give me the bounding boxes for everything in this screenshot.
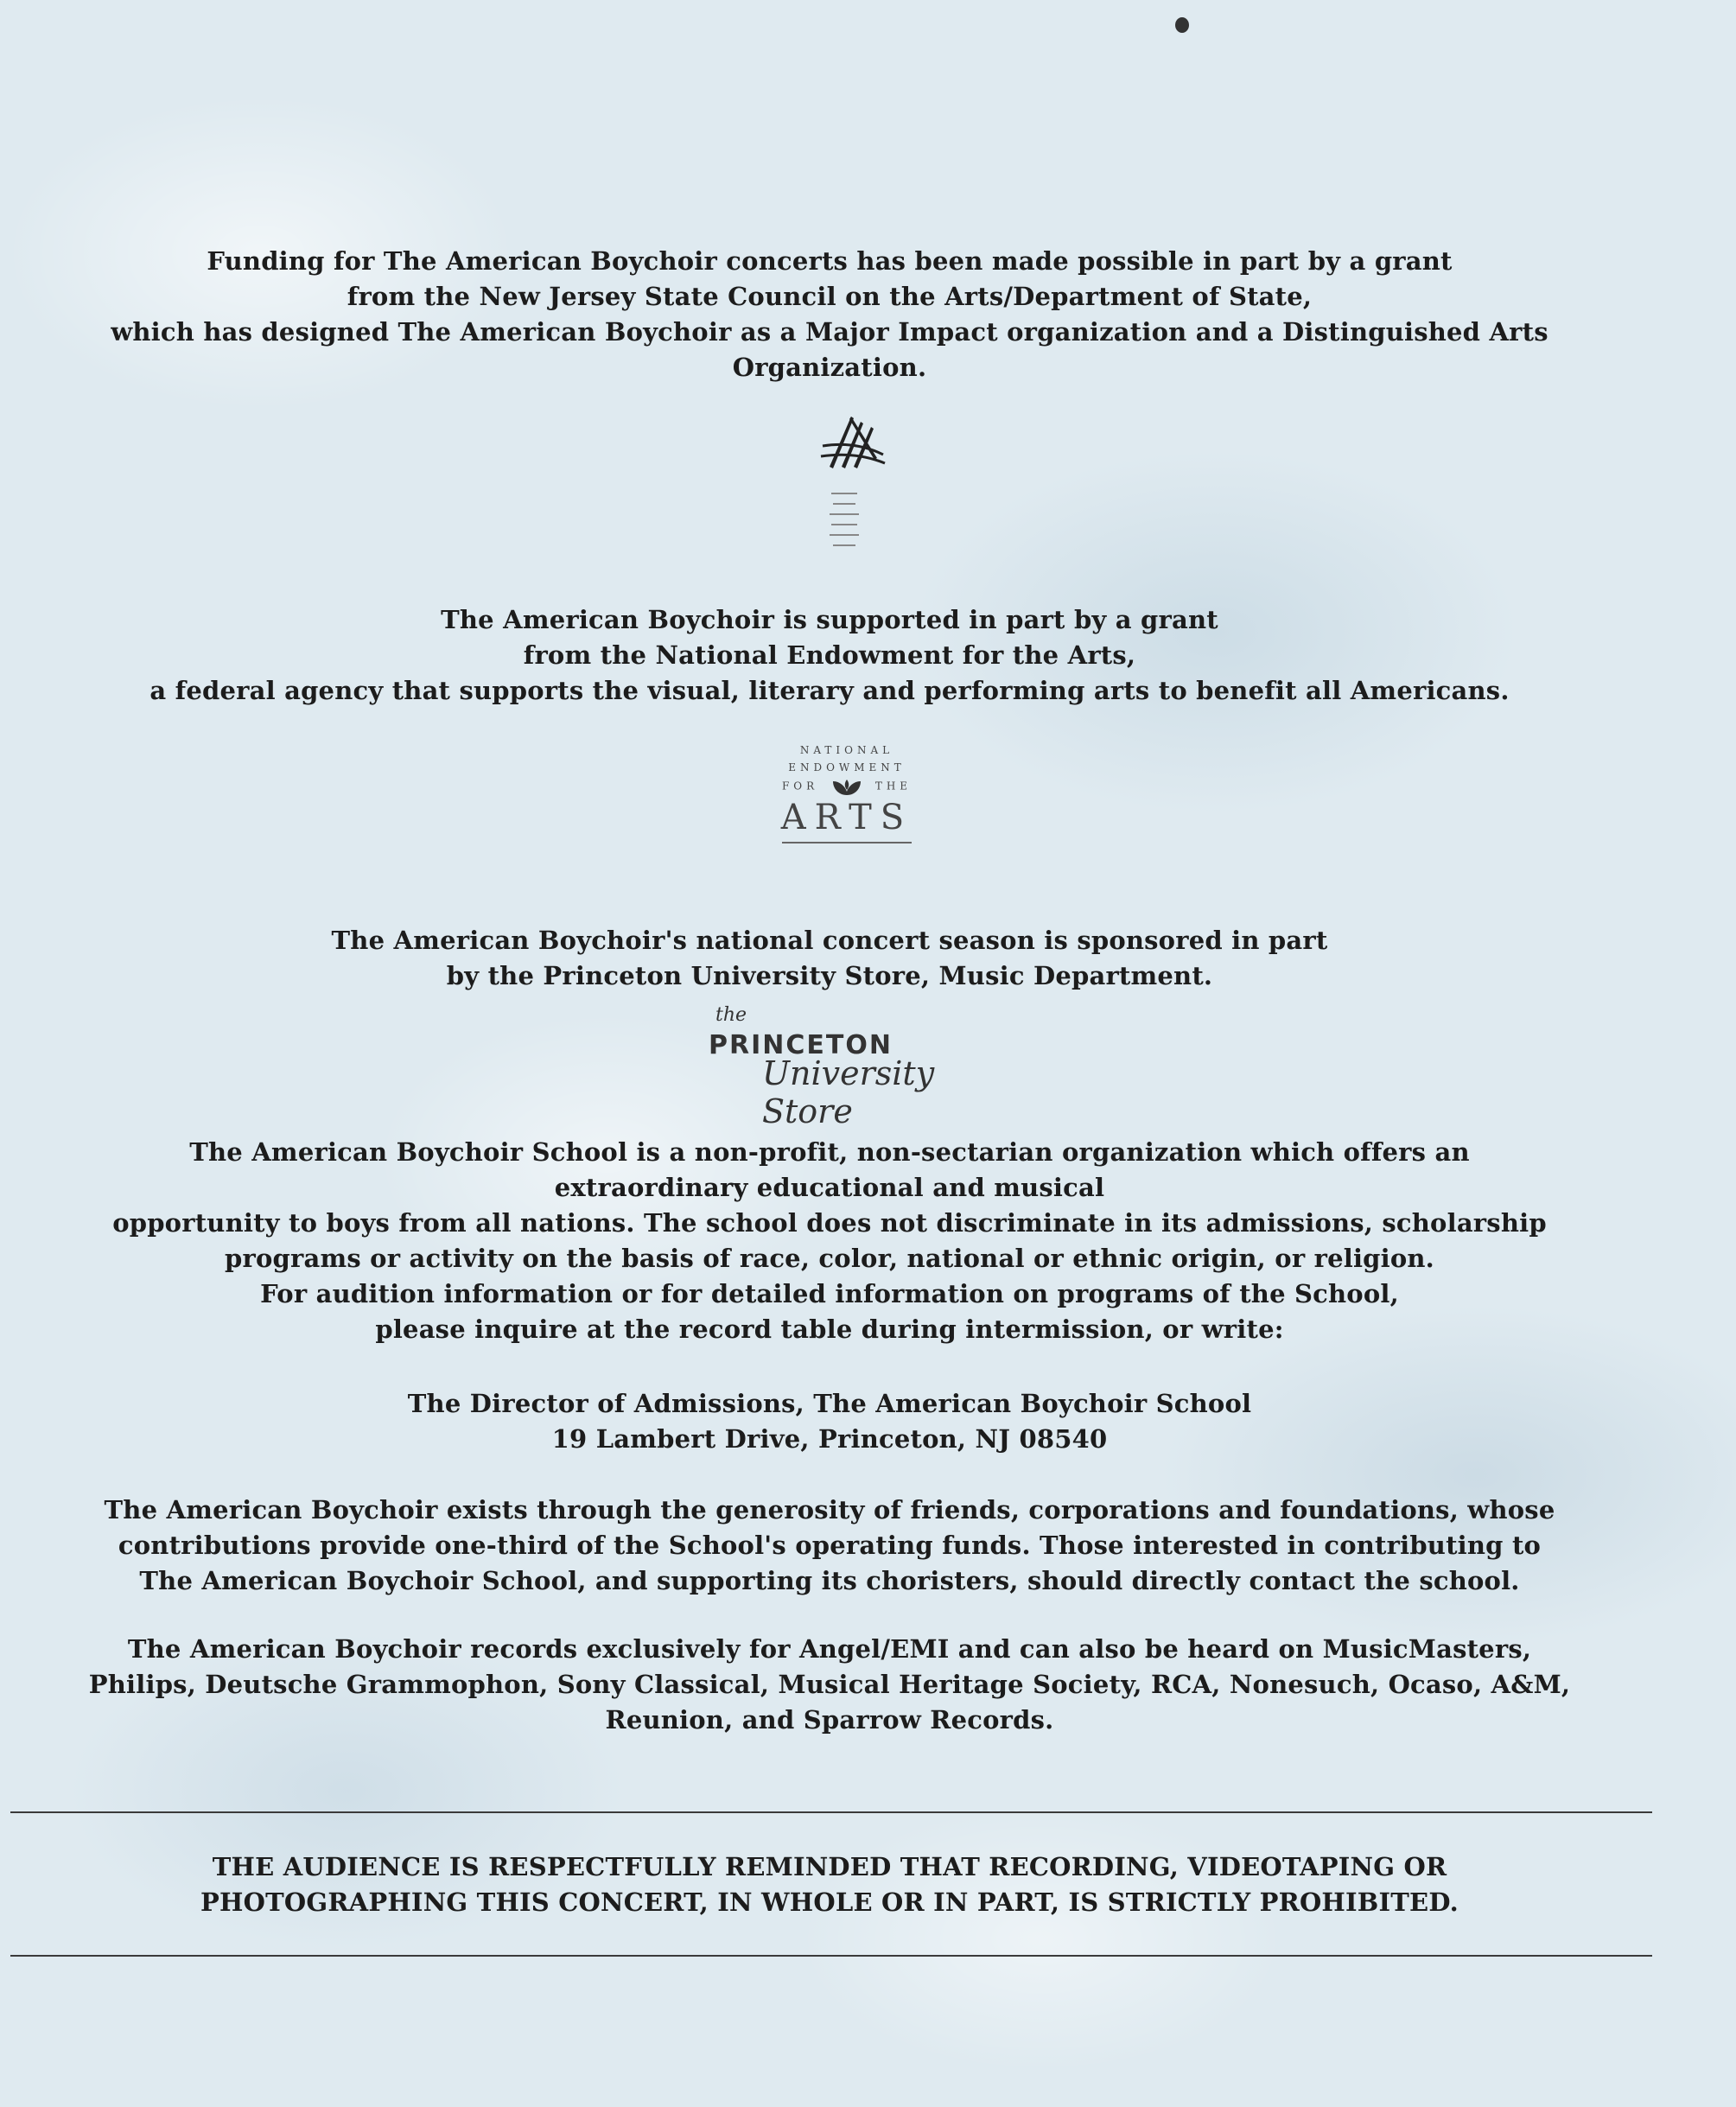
address-line: 19 Lambert Drive, Princeton, NJ 08540 [551,1424,1108,1454]
nea-logo-the: THE [874,780,913,793]
notice-line: PHOTOGRAPHING THIS CONCERT, IN WHOLE OR IN PART, IS STRICTLY PROHIBITED. [200,1887,1459,1917]
nea-logo-line1: NATIONAL [799,744,894,756]
school-line: programs or activity on the basis of race, color, national or ethnic origin, or religion. [225,1244,1434,1273]
nea-line: from the National Endowment for the Arts, [523,640,1136,670]
funding-line: Organization. [732,353,927,382]
generosity-line: The American Boychoir School, and supporting its choristers, should directly contact the school. [139,1566,1520,1595]
nea-logo-wordmark: ARTS [780,798,913,837]
school-line: extraordinary educational and musical [554,1173,1105,1202]
school-line: For audition information or for detailed information on programs of the School, [260,1279,1399,1308]
address-block [0,1386,1659,1457]
princeton-paragraph [0,923,1659,994]
school-line: opportunity to boys from all nations. The school does not discriminate in its admissions, scholarship [112,1208,1547,1238]
nea-paragraph [0,602,1659,709]
address-line: The Director of Admissions, The American Boychoir School [407,1389,1252,1418]
leaf-icon [830,776,864,797]
notice-line: THE AUDIENCE IS RESPECTFULLY REMINDED THAT RECORDING, VIDEOTAPING OR [212,1852,1447,1881]
nea-logo-for: FOR [781,780,819,793]
funding-line: from the New Jersey State Council on the Arts/Department of State, [347,282,1313,311]
divider-top [10,1811,1652,1813]
divider-bottom [10,1955,1652,1957]
princeton-line: The American Boychoir's national concert season is sponsored in part [331,926,1328,955]
funding-line: which has designed The American Boychoir as a Major Impact organization and a Distinguished Arts [111,317,1548,347]
nea-logo [760,742,933,897]
princeton-line: by the Princeton University Store, Music Department. [446,961,1213,990]
nea-logo-line2: ENDOWMENT [788,761,906,773]
generosity-line: The American Boychoir exists through the generosity of friends, corporations and foundations, whose [104,1495,1555,1525]
funding-paragraph [0,244,1659,385]
funding-line: Funding for The American Boychoir concerts has been made possible in part by a grant [207,246,1453,276]
records-line: Reunion, and Sparrow Records. [605,1705,1054,1735]
records-line: The American Boychoir records exclusively for Angel/EMI and can also be heard on MusicMasters, [127,1634,1532,1664]
generosity-line: contributions provide one-third of the School's operating funds. Those interested in contributing to [118,1531,1542,1560]
princeton-logo-script: University Store [762,1054,935,1130]
generosity-paragraph [0,1493,1659,1599]
nea-logo-underline [782,842,912,843]
school-paragraph [0,1135,1659,1347]
records-line: Philips, Deutsche Grammophon, Sony Classical, Musical Heritage Society, RCA, Nonesuch, Ocaso, A&M, [88,1670,1571,1699]
school-line: please inquire at the record table during intermission, or write: [375,1314,1284,1344]
princeton-logo-the: the [715,1004,747,1026]
school-line: The American Boychoir School is a non-profit, non-sectarian organization which offers an [189,1137,1470,1167]
records-paragraph [0,1632,1659,1738]
recording-notice [0,1849,1659,1920]
paper-speck [1175,17,1189,33]
nea-line: The American Boychoir is supported in part by a grant [441,605,1218,634]
njsca-logo-icon [812,406,907,579]
nea-logo-line3 [760,776,933,797]
princeton-logo-name: PRINCETON [709,1030,893,1060]
nea-line: a federal agency that supports the visual, literary and performing arts to benefit all Americans. [149,676,1510,705]
princeton-store-logo [709,1004,1020,1130]
